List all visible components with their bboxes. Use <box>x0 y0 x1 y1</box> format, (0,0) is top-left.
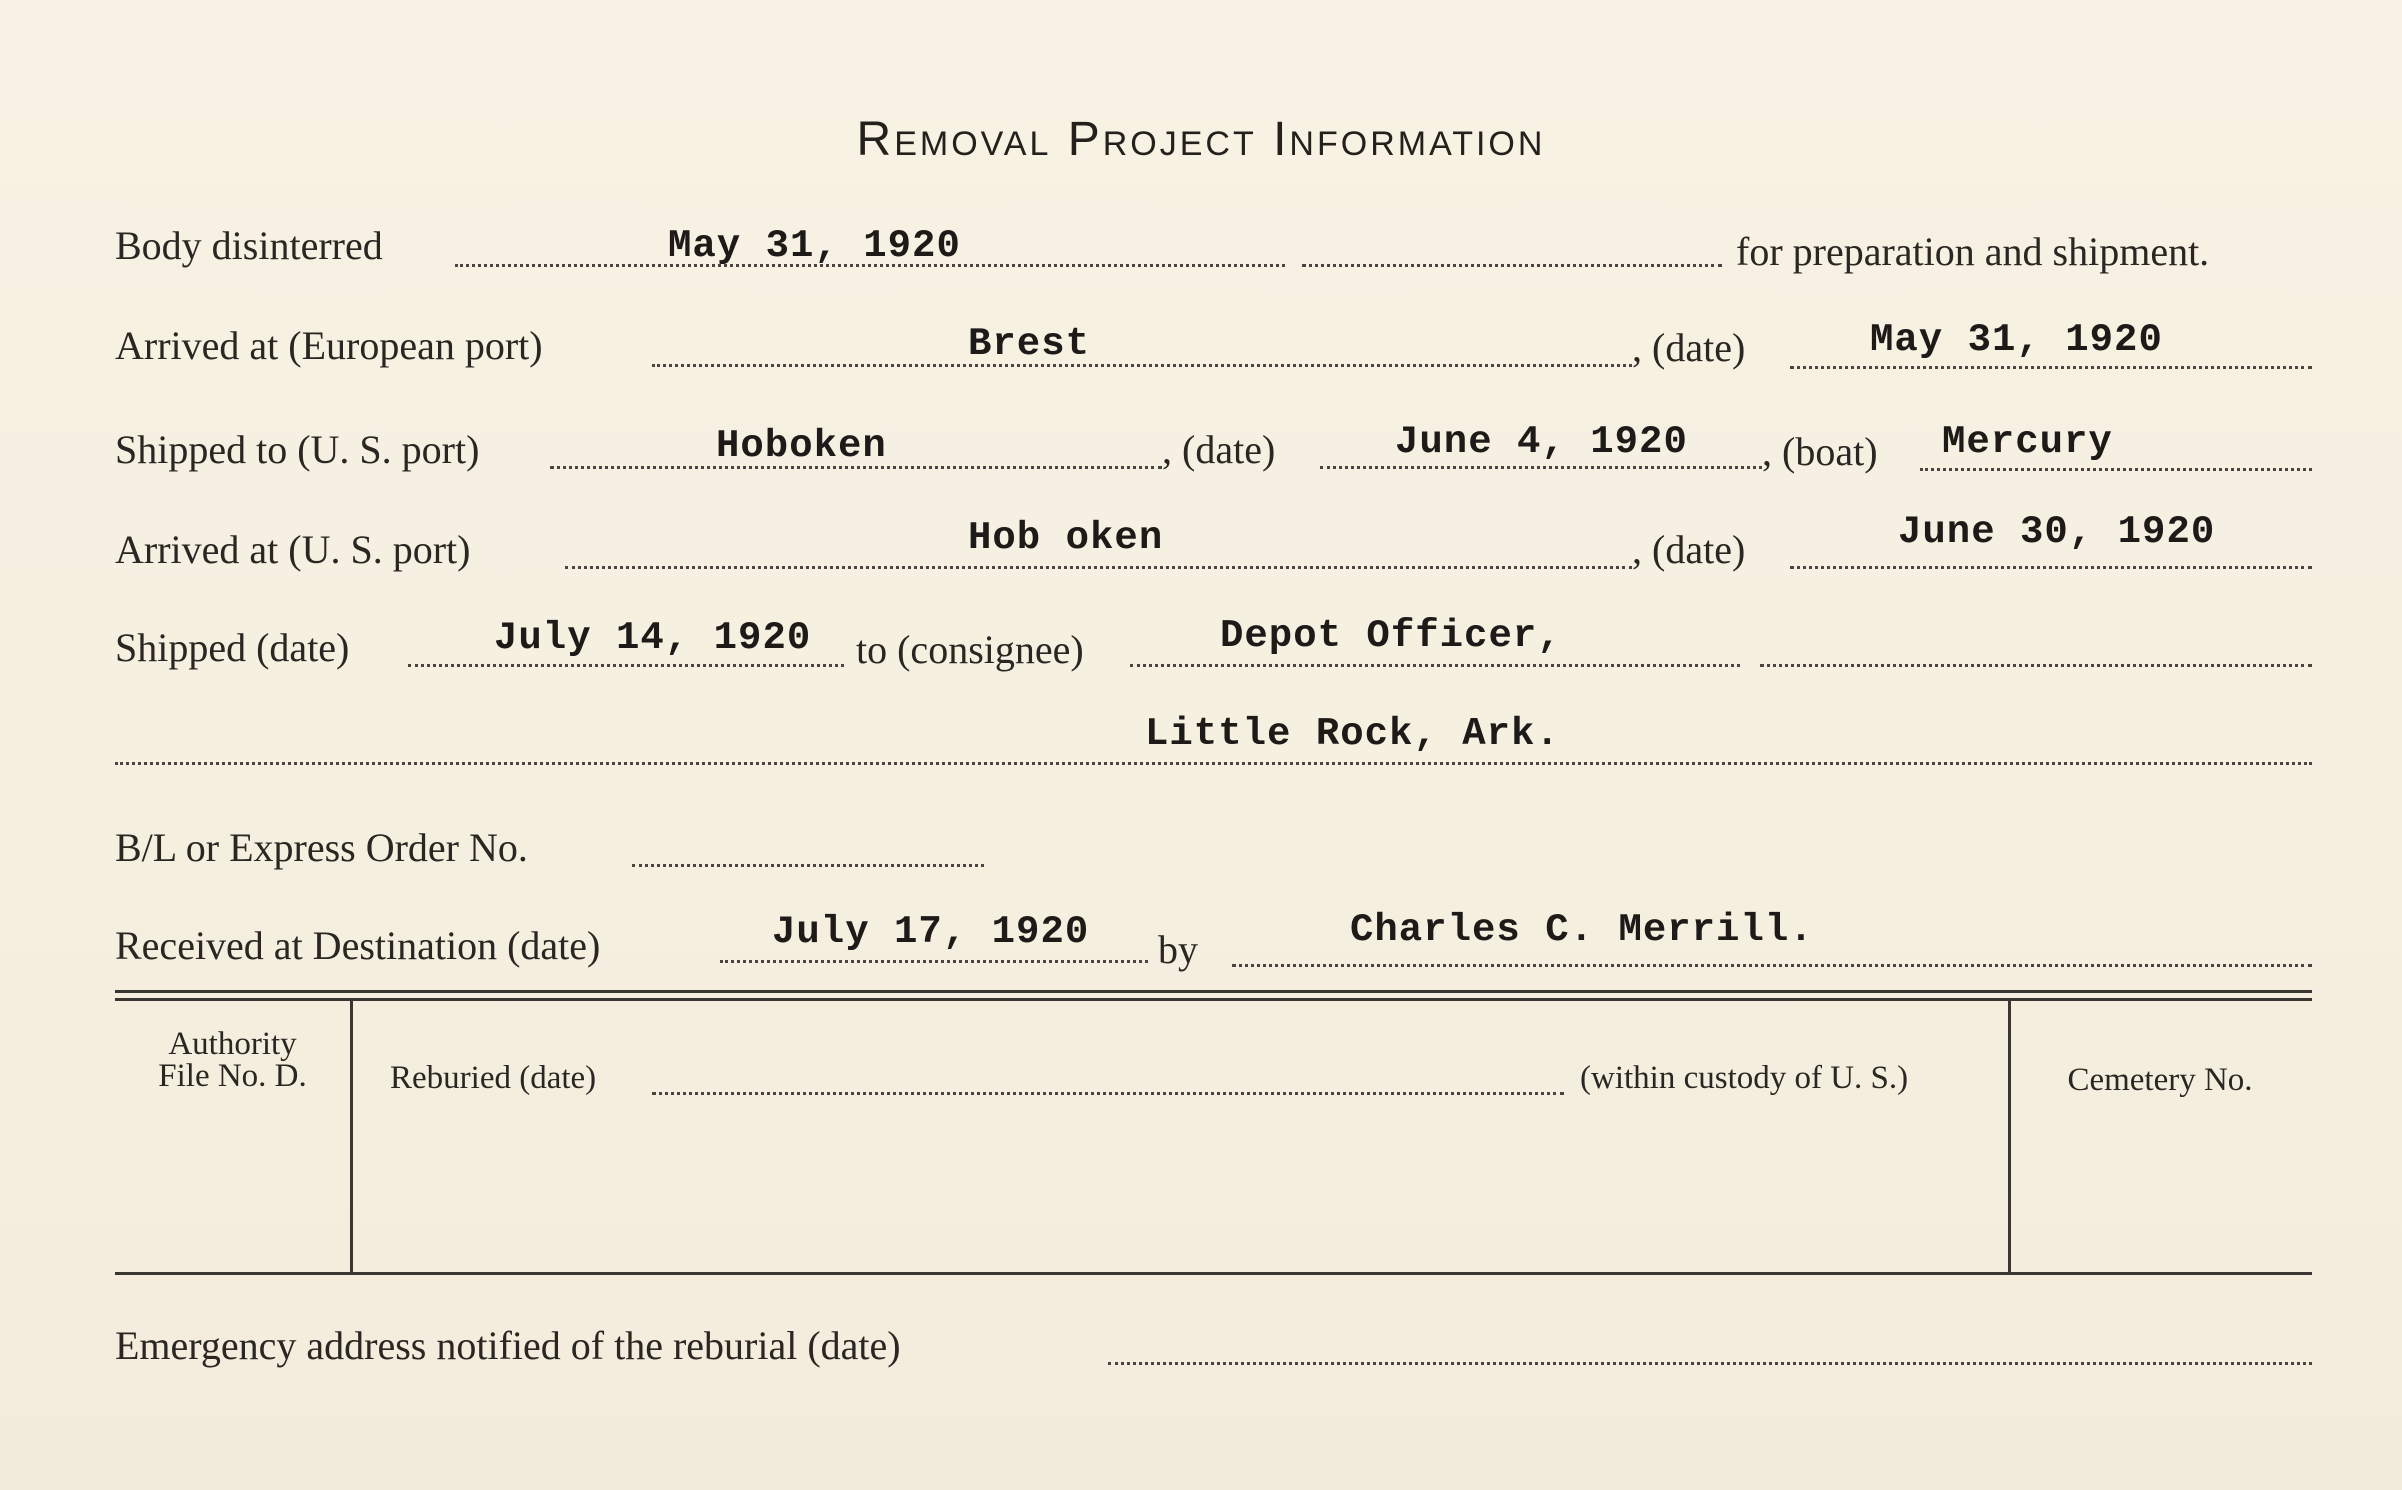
consignee-continuation-line <box>115 762 2312 765</box>
consignee-value-2: Little Rock, Ark. <box>1145 712 1560 756</box>
authority-label-2: File No. D. <box>158 1058 307 1094</box>
arrived-european-date-line <box>1790 366 2312 369</box>
arrived-us-date-label: , (date) <box>1632 527 1746 572</box>
body-disinterred-suffix: for preparation and shipment. <box>1736 229 2210 274</box>
table-divider-right <box>2008 1000 2011 1272</box>
authority-label-1: Authority <box>168 1026 297 1062</box>
cemetery-label: Cemetery No. <box>2067 1062 2253 1098</box>
shipped-us-date-label: , (date) <box>1162 427 1276 472</box>
shipped-us-value: Hoboken <box>716 424 887 468</box>
arrived-us-label: Arrived at (U. S. port) <box>115 527 471 572</box>
received-value: July 17, 1920 <box>772 910 1090 954</box>
arrived-european-line <box>652 364 1632 367</box>
shipped-date-value: July 14, 1920 <box>494 616 812 660</box>
arrived-european-date-label: , (date) <box>1632 325 1746 370</box>
table-top-rule-2 <box>115 998 2312 1001</box>
shipped-us-date-line <box>1320 466 1762 469</box>
arrived-european-label: Arrived at (European port) <box>115 323 543 368</box>
received-label: Received at Destination (date) <box>115 923 601 968</box>
shipped-us-boat-label: , (boat) <box>1762 429 1878 474</box>
shipped-us-label: Shipped to (U. S. port) <box>115 427 480 472</box>
shipped-us-boat-value: Mercury <box>1942 420 2113 464</box>
received-line <box>720 960 1148 963</box>
table-divider-left <box>350 1000 353 1272</box>
table-top-rule <box>115 990 2312 993</box>
received-by-line <box>1232 964 2312 967</box>
consignee-line-2 <box>1760 664 2312 667</box>
arrived-european-date-value: May 31, 1920 <box>1870 318 2163 362</box>
shipped-date-line <box>408 664 844 667</box>
received-by-value: Charles C. Merrill. <box>1350 908 1814 952</box>
page-title: Removal Project Information <box>856 113 1546 166</box>
bl-order-label: B/L or Express Order No. <box>115 825 528 870</box>
arrived-us-value: Hob oken <box>968 516 1164 560</box>
consignee-line <box>1130 664 1740 667</box>
reburied-line <box>652 1092 1564 1095</box>
shipped-date-label: Shipped (date) <box>115 625 350 670</box>
body-disinterred-line-2 <box>1302 264 1722 267</box>
arrived-us-line <box>565 566 1632 569</box>
consignee-label: to (consignee) <box>856 627 1084 672</box>
consignee-value: Depot Officer, <box>1220 614 1562 658</box>
shipped-us-date-value: June 4, 1920 <box>1395 420 1688 464</box>
bl-order-line <box>632 864 984 867</box>
arrived-us-date-value: June 30, 1920 <box>1898 510 2216 554</box>
received-by-label: by <box>1158 927 1198 972</box>
emergency-label: Emergency address notified of the reburial (date) <box>115 1323 901 1368</box>
shipped-us-boat-line <box>1920 468 2312 471</box>
emergency-line <box>1108 1362 2312 1365</box>
body-disinterred-value: May 31, 1920 <box>668 224 961 268</box>
reburied-label: Reburied (date) <box>390 1060 597 1096</box>
arrived-us-date-line <box>1790 566 2312 569</box>
table-bottom-rule <box>115 1272 2312 1275</box>
body-disinterred-label: Body disinterred <box>115 223 383 268</box>
arrived-european-value: Brest <box>968 322 1091 366</box>
custody-label: (within custody of U. S.) <box>1580 1060 1909 1096</box>
